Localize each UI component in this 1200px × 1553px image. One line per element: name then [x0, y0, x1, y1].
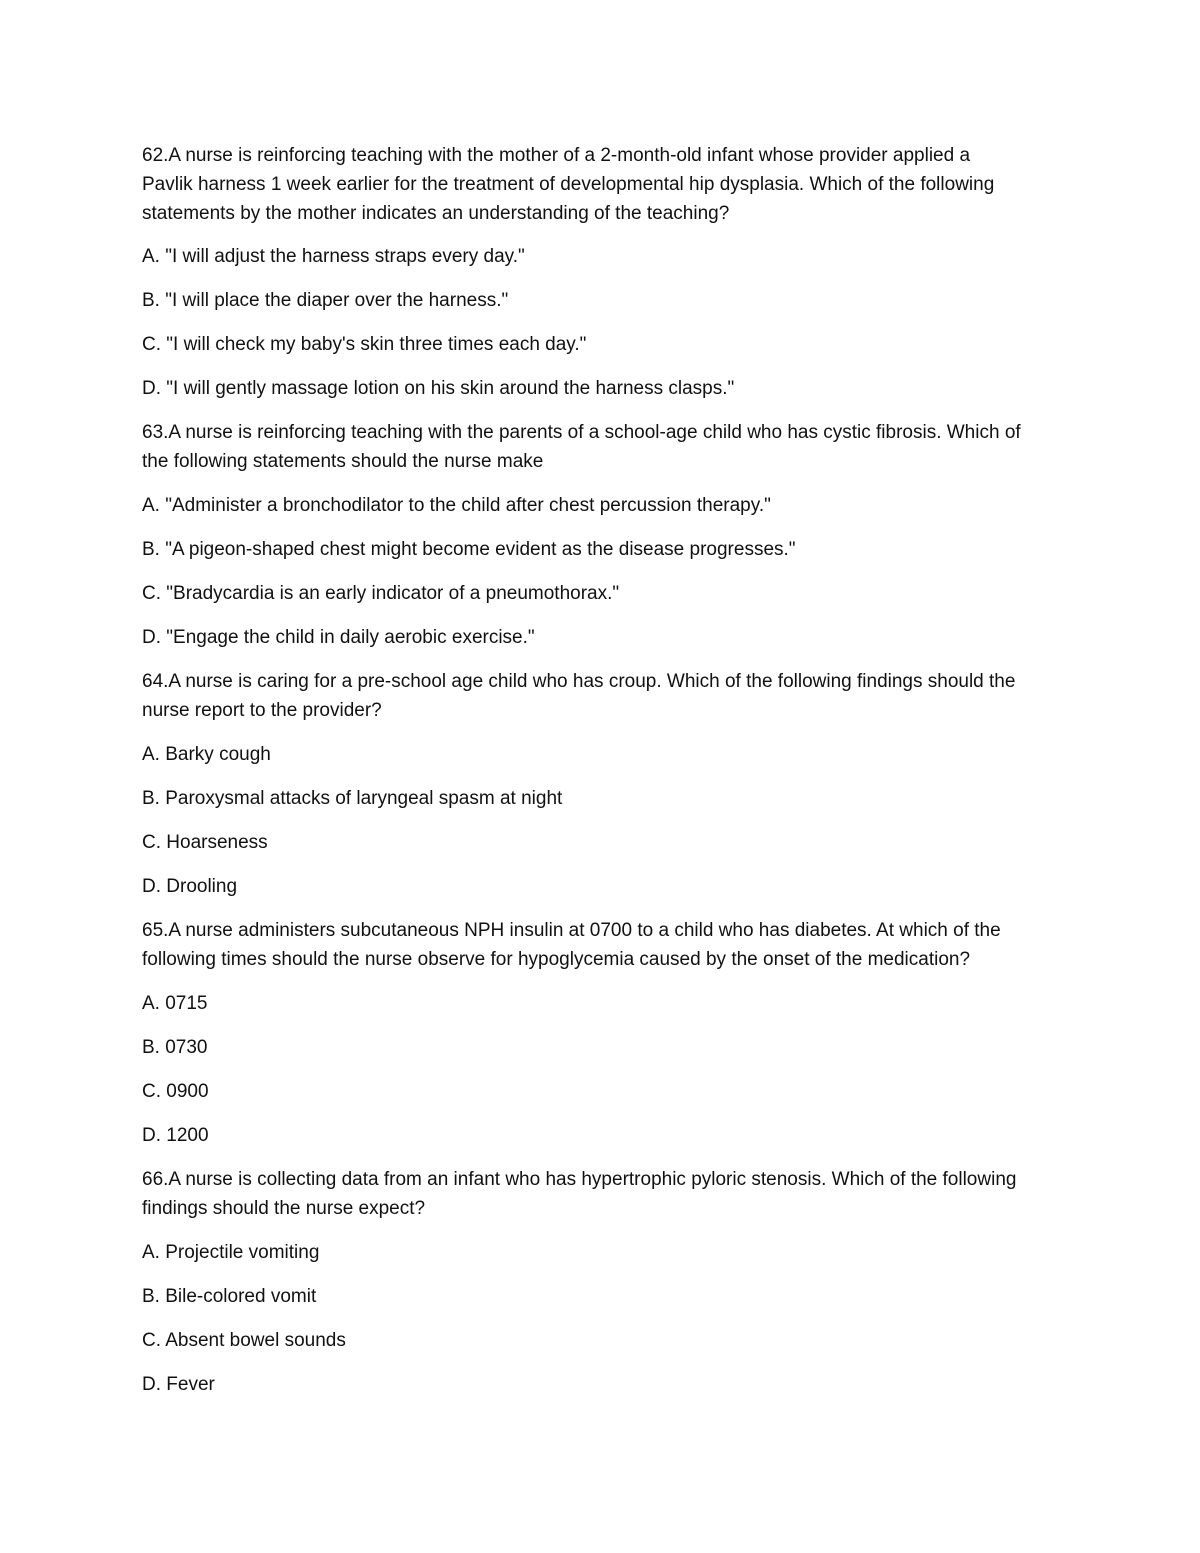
question-62-line-1: 62.A nurse is reinforcing teaching with the mother of a 2-month-old infant whose provider applied a [142, 145, 971, 166]
question-66-stem [142, 1165, 1072, 1223]
question-65-line-2: following times should the nurse observe for hypoglycemia caused by the onset of the medication? [142, 949, 971, 970]
question-62-line-2: Pavlik harness 1 week earlier for the treatment of developmental hip dysplasia. Which of the following [142, 174, 995, 195]
question-63-line-1: 63.A nurse is reinforcing teaching with the parents of a school-age child who has cystic fibrosis. Which of [142, 422, 1021, 443]
question-64-stem [142, 667, 1072, 725]
question-66-option-c: C. Absent bowel sounds [142, 1330, 346, 1351]
question-65-option-c: C. 0900 [142, 1081, 209, 1102]
question-63-stem [142, 418, 1072, 476]
question-64-option-d: D. Drooling [142, 876, 238, 897]
question-62-option-a: A. "I will adjust the harness straps every day." [142, 246, 525, 267]
question-63-option-a: A. "Administer a bronchodilator to the child after chest percussion therapy." [142, 495, 771, 516]
question-65-option-a: A. 0715 [142, 993, 208, 1014]
question-63-option-c: C. "Bradycardia is an early indicator of a pneumothorax." [142, 583, 620, 604]
question-64-line-1: 64.A nurse is caring for a pre-school age child who has croup. Which of the following findings should the [142, 671, 1016, 692]
question-65-line-1: 65.A nurse administers subcutaneous NPH insulin at 0700 to a child who has diabetes. At which of the [142, 920, 1001, 941]
question-64-option-c: C. Hoarseness [142, 832, 268, 853]
question-66-option-d: D. Fever [142, 1374, 215, 1395]
question-64-line-2: nurse report to the provider? [142, 700, 382, 721]
question-62-stem [142, 141, 1072, 228]
question-66-line-2: findings should the nurse expect? [142, 1198, 426, 1219]
question-65-option-b: B. 0730 [142, 1037, 208, 1058]
question-65-stem [142, 916, 1072, 974]
question-66-option-a: A. Projectile vomiting [142, 1242, 320, 1263]
question-66-option-b: B. Bile-colored vomit [142, 1286, 317, 1307]
question-64-option-b: B. Paroxysmal attacks of laryngeal spasm at night [142, 788, 563, 809]
question-64-option-a: A. Barky cough [142, 744, 271, 765]
question-62-line-3: statements by the mother indicates an understanding of the teaching? [142, 203, 730, 224]
question-63-line-2: the following statements should the nurse make [142, 451, 544, 472]
question-63-option-b: B. "A pigeon-shaped chest might become evident as the disease progresses." [142, 539, 796, 560]
question-62-option-b: B. "I will place the diaper over the harness." [142, 290, 509, 311]
question-65-option-d: D. 1200 [142, 1125, 209, 1146]
question-63-option-d: D. "Engage the child in daily aerobic exercise." [142, 627, 535, 648]
question-66-line-1: 66.A nurse is collecting data from an infant who has hypertrophic pyloric stenosis. Which of the following [142, 1169, 1017, 1190]
question-62-option-d: D. "I will gently massage lotion on his skin around the harness clasps." [142, 378, 735, 399]
question-62-option-c: C. "I will check my baby's skin three times each day." [142, 334, 587, 355]
